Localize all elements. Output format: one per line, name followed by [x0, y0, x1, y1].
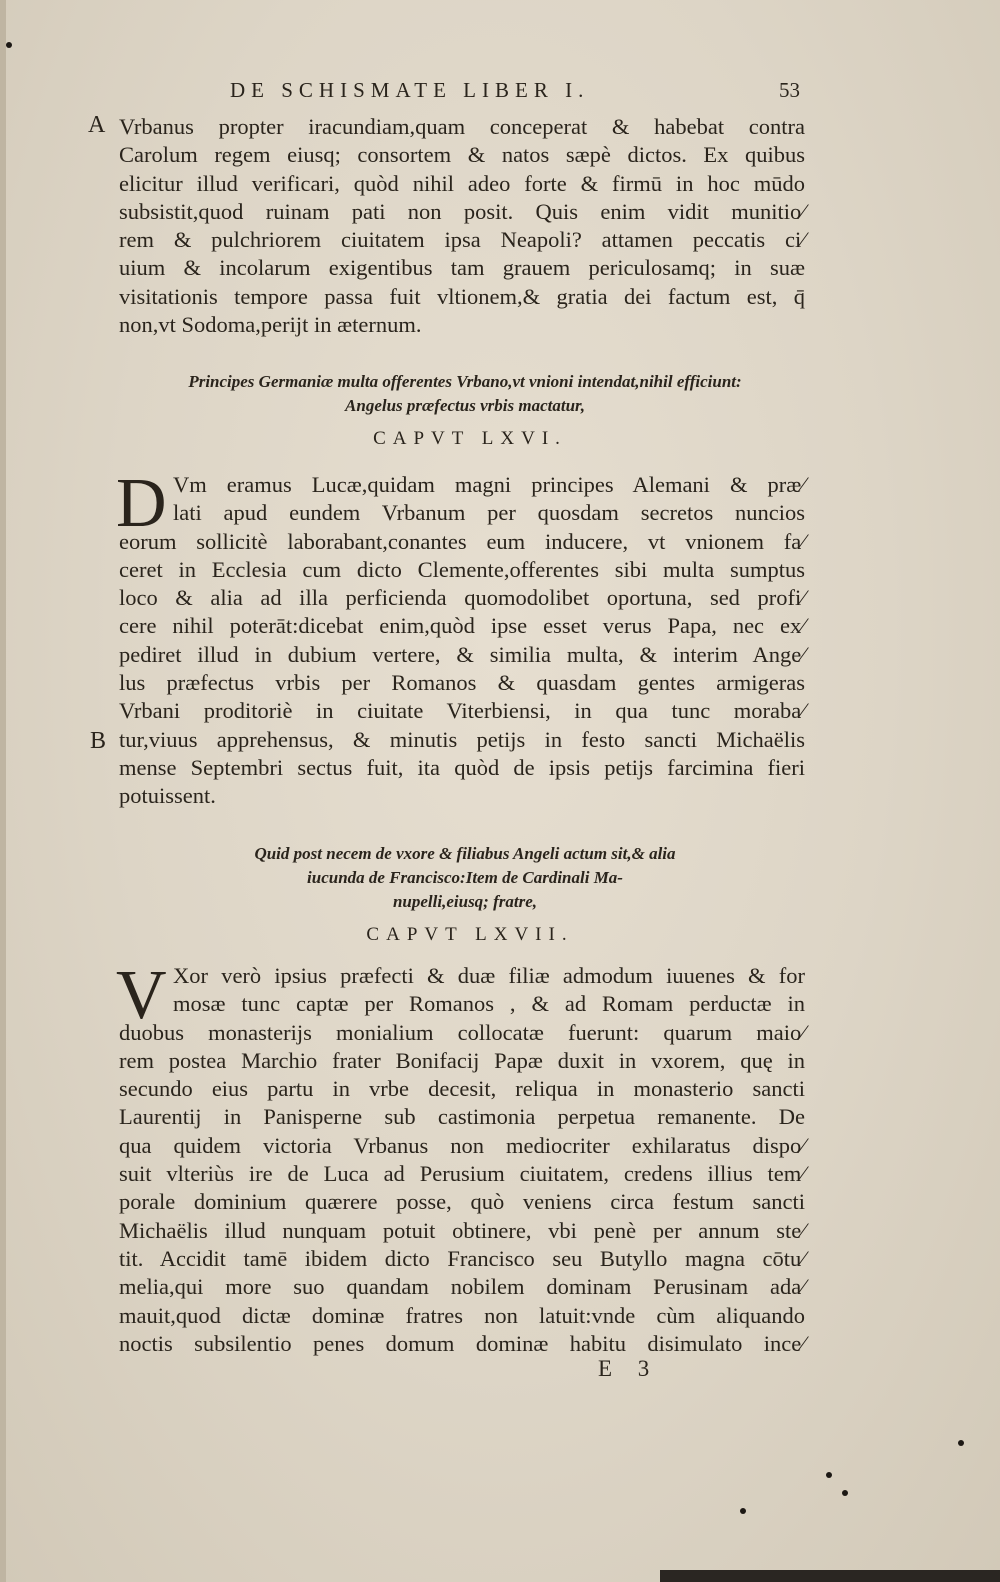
- text-line: uium & incolarum exigentibus tam grauem periculosamq; in suæ: [119, 255, 805, 281]
- text-line: mense Septembri sectus fuit, ita quòd de ipsis petijs farcimina fieri: [119, 754, 805, 780]
- text-line: porale dominium quærere posse, quò veniens circa festum sancti: [119, 1189, 805, 1215]
- text-line: duobus monasterijs monialium collocatæ fuerunt: quarum maio⁄: [119, 1019, 805, 1045]
- chapter-66-drop-cap: D: [116, 465, 167, 542]
- text-line: ceret in Ecclesia cum dicto Clemente,offerentes sibi multa sumptus: [119, 556, 805, 582]
- summary-line: nupelli,eiusq; fratre,: [392, 892, 538, 911]
- text-line: noctis subsilentio penes domum dominæ habitu disimulato ince⁄: [119, 1330, 805, 1356]
- text-line: elicitur illud verificari, quòd nihil adeo forte & firmū in hoc mūdo: [119, 170, 805, 196]
- text-line: visitationis tempore passa fuit vltionem,& gratia dei factum est, q̄: [119, 283, 805, 309]
- ink-spot: [6, 42, 12, 48]
- text-line: pediret illud in dubium vertere, & similia multa, & interim Ange⁄: [119, 641, 805, 667]
- text-line: non,vt Sodoma,perijt in æternum.: [119, 312, 422, 338]
- text-line: qua quidem victoria Vrbanus non mediocriter exhilaratus dispo⁄: [119, 1132, 805, 1158]
- text-line: Michaëlis illud nunquam potuit obtinere, vbi penè per annum ste⁄: [119, 1217, 805, 1243]
- chapter-67-heading: CAPVT LXVII.: [366, 924, 574, 945]
- text-line: Laurentij in Panisperne sub castimonia perpetua remanente. De: [119, 1104, 805, 1130]
- text-line: subsistit,quod ruinam pati non posit. Quis enim vidit munitio⁄: [119, 198, 805, 224]
- chapter-67-summary: [140, 842, 790, 914]
- ink-spot: [958, 1440, 964, 1446]
- page-gutter: [0, 0, 6, 1582]
- summary-line: Quid post necem de vxore & filiabus Angeli actum sit,& alia: [254, 844, 676, 863]
- text-line: suit vlteriùs ire de Luca ad Perusium ciuitatem, credens illius tem⁄: [119, 1161, 805, 1187]
- summary-line: iucunda de Francisco:Item de Cardinali Ma-: [307, 868, 623, 887]
- ink-spot: [826, 1472, 832, 1478]
- summary-line: Angelus præfectus vrbis mactatur,: [345, 396, 585, 415]
- text-line: Carolum regem eiusq; consortem & natos sæpè dictos. Ex quibus: [119, 142, 805, 168]
- scan-edge: [660, 1570, 1000, 1582]
- intro-paragraph: [119, 113, 805, 339]
- text-line: mauit,quod dictæ dominæ fratres non latuit:vnde cùm aliquando: [119, 1302, 805, 1328]
- text-line: Vrbanus propter iracundiam,quam conceperat & habebat contra: [119, 114, 805, 139]
- text-line: mosæ tunc captæ per Romanos , & ad Romam perductæ in: [173, 991, 805, 1017]
- margin-letter-a: A: [88, 112, 106, 138]
- chapter-66-heading: CAPVT LXVI.: [373, 428, 567, 449]
- text-line: cere nihil poterāt:dicebat enim,quòd ipse esset verus Papa, nec ex⁄: [119, 613, 805, 639]
- chapter-67-body: [119, 962, 805, 1358]
- text-line: tit. Accidit tamē ibidem dicto Francisco seu Butyllo magna cōtu⁄: [119, 1245, 805, 1271]
- running-title: DE SCHISMATE LIBER I.: [230, 78, 590, 102]
- summary-line: Principes Germaniæ multa offerentes Vrbano,vt vnioni intendat,nihil efficiunt:: [188, 372, 742, 391]
- text-line: secundo eius partu in vrbe decesit, reliqua in monasterio sancti: [119, 1076, 805, 1102]
- signature-mark: E 3: [598, 1356, 660, 1381]
- text-line: melia,qui more suo quandam nobilem dominam Perusinam ada⁄: [119, 1274, 805, 1300]
- text-line: Vm eramus Lucæ,quidam magni principes Alemani & præ⁄: [173, 472, 805, 497]
- text-line: rem & pulchriorem ciuitatem ipsa Neapoli? attamen peccatis ci⁄: [119, 227, 805, 253]
- text-line: potuissent.: [119, 783, 216, 809]
- text-line: Xor verò ipsius præfecti & duæ filiæ admodum iuuenes & for: [173, 963, 805, 988]
- chapter-67-drop-cap: V: [116, 957, 167, 1034]
- text-line: eorum sollicitè laborabant,conantes eum inducere, vt vnionem fa⁄: [119, 528, 805, 554]
- text-line: tur,viuus apprehensus, & minutis petijs in festo sancti Michaëlis: [119, 726, 805, 752]
- text-line: loco & alia ad illa perficienda quomodolibet oportuna, sed profi⁄: [119, 585, 805, 611]
- text-line: rem postea Marchio frater Bonifacij Papæ duxit in vxorem, quę in: [119, 1047, 805, 1073]
- text-line: lati apud eundem Vrbanum per quosdam secretos nuncios: [173, 500, 805, 526]
- chapter-66-body: [119, 471, 805, 811]
- folio-number: 53: [779, 78, 800, 102]
- text-line: Vrbani proditoriè in ciuitate Viterbiensi, in qua tunc moraba⁄: [119, 698, 805, 724]
- text-line: lus præfectus vrbis per Romanos & quasdam gentes armigeras: [119, 670, 805, 696]
- ink-spot: [740, 1508, 746, 1514]
- chapter-66-summary: [140, 370, 790, 418]
- ink-spot: [842, 1490, 848, 1496]
- margin-letter-b: B: [90, 728, 107, 754]
- running-header: [230, 78, 800, 102]
